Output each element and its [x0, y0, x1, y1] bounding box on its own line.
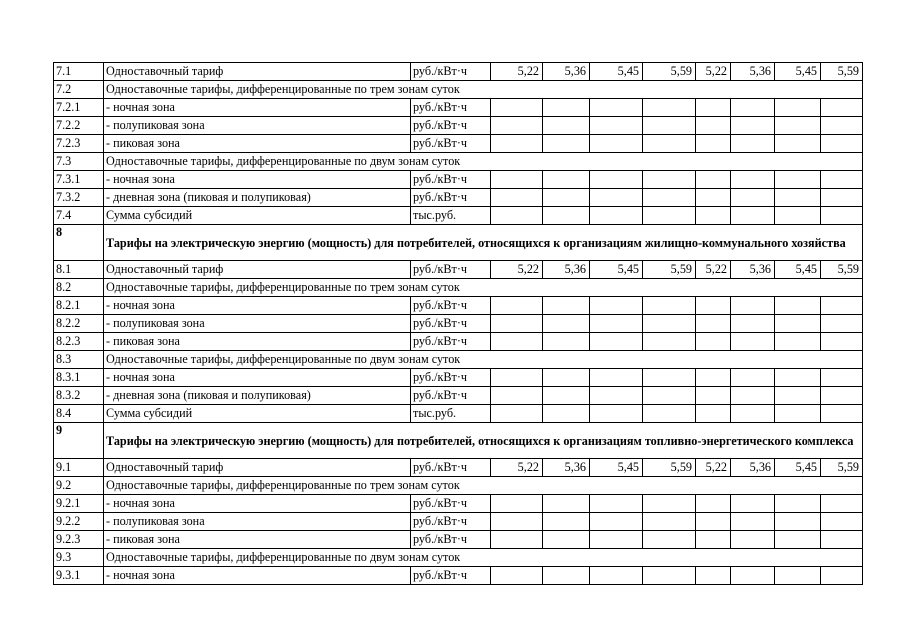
- value-cell: 5,22: [491, 459, 543, 477]
- row-description: - полупиковая зона: [104, 117, 411, 135]
- row-unit: руб./кВт·ч: [411, 117, 491, 135]
- value-cell: [821, 189, 863, 207]
- value-cell: [821, 513, 863, 531]
- value-cell: [643, 135, 696, 153]
- value-cell: [590, 135, 643, 153]
- row-unit: тыс.руб.: [411, 207, 491, 225]
- row-number: 7.4: [54, 207, 104, 225]
- value-cell: [590, 99, 643, 117]
- row-number: 9.3.1: [54, 567, 104, 585]
- value-cell: [590, 513, 643, 531]
- value-cell: [643, 369, 696, 387]
- value-cell: [590, 567, 643, 585]
- table-row: [54, 369, 863, 387]
- value-cell: [821, 135, 863, 153]
- value-cell: [543, 513, 590, 531]
- value-cell: [696, 171, 731, 189]
- value-cell: [821, 495, 863, 513]
- row-unit: руб./кВт·ч: [411, 531, 491, 549]
- value-cell: [491, 99, 543, 117]
- table-row: [54, 513, 863, 531]
- value-cell: [696, 567, 731, 585]
- table-row: [54, 387, 863, 405]
- row-description: Одноставочный тариф: [104, 261, 411, 279]
- row-description: - ночная зона: [104, 171, 411, 189]
- row-description: - ночная зона: [104, 99, 411, 117]
- row-number: 8.2.3: [54, 333, 104, 351]
- value-cell: 5,59: [821, 63, 863, 81]
- value-cell: [590, 531, 643, 549]
- value-cell: [731, 189, 775, 207]
- table-row: [54, 153, 863, 171]
- row-description: - ночная зона: [104, 369, 411, 387]
- table-row: [54, 99, 863, 117]
- row-unit: руб./кВт·ч: [411, 513, 491, 531]
- row-description: Одноставочные тарифы, дифференцированные по двум зонам суток: [104, 153, 863, 171]
- value-cell: [775, 297, 821, 315]
- value-cell: [731, 333, 775, 351]
- value-cell: 5,36: [543, 459, 590, 477]
- value-cell: [821, 369, 863, 387]
- value-cell: [731, 369, 775, 387]
- row-description: - ночная зона: [104, 297, 411, 315]
- value-cell: [775, 387, 821, 405]
- value-cell: [590, 369, 643, 387]
- row-number: 8.2.1: [54, 297, 104, 315]
- row-unit: руб./кВт·ч: [411, 495, 491, 513]
- table-row: [54, 495, 863, 513]
- value-cell: [491, 297, 543, 315]
- value-cell: [643, 117, 696, 135]
- value-cell: 5,36: [731, 63, 775, 81]
- value-cell: [821, 297, 863, 315]
- value-cell: [775, 207, 821, 225]
- row-number: 7.2.1: [54, 99, 104, 117]
- value-cell: [696, 189, 731, 207]
- table-row: [54, 189, 863, 207]
- value-cell: [775, 99, 821, 117]
- row-description: - дневная зона (пиковая и полупиковая): [104, 189, 411, 207]
- value-cell: [643, 405, 696, 423]
- value-cell: [731, 405, 775, 423]
- value-cell: [696, 315, 731, 333]
- value-cell: 5,36: [543, 63, 590, 81]
- value-cell: 5,45: [590, 261, 643, 279]
- row-description: Одноставочный тариф: [104, 459, 411, 477]
- row-description: - ночная зона: [104, 567, 411, 585]
- value-cell: [491, 369, 543, 387]
- value-cell: [643, 333, 696, 351]
- value-cell: [775, 567, 821, 585]
- row-number: 9: [54, 423, 104, 459]
- value-cell: [643, 315, 696, 333]
- value-cell: [731, 567, 775, 585]
- row-description: - полупиковая зона: [104, 513, 411, 531]
- row-number: 8.4: [54, 405, 104, 423]
- value-cell: 5,45: [775, 261, 821, 279]
- value-cell: [696, 135, 731, 153]
- value-cell: [731, 207, 775, 225]
- value-cell: [775, 531, 821, 549]
- row-number: 8.2: [54, 279, 104, 297]
- value-cell: 5,22: [491, 261, 543, 279]
- tariff-table: [53, 62, 863, 585]
- value-cell: [821, 405, 863, 423]
- value-cell: [491, 513, 543, 531]
- value-cell: [775, 315, 821, 333]
- value-cell: [821, 171, 863, 189]
- value-cell: 5,59: [821, 261, 863, 279]
- row-number: 7.3.1: [54, 171, 104, 189]
- row-description: Одноставочные тарифы, дифференцированные по трем зонам суток: [104, 279, 863, 297]
- table-row: [54, 63, 863, 81]
- value-cell: [543, 117, 590, 135]
- value-cell: [696, 531, 731, 549]
- row-number: 7.1: [54, 63, 104, 81]
- row-unit: руб./кВт·ч: [411, 261, 491, 279]
- row-unit: руб./кВт·ч: [411, 387, 491, 405]
- value-cell: [590, 495, 643, 513]
- table-row: [54, 117, 863, 135]
- row-description: - пиковая зона: [104, 135, 411, 153]
- value-cell: [731, 495, 775, 513]
- value-cell: 5,45: [590, 459, 643, 477]
- value-cell: [491, 207, 543, 225]
- value-cell: [590, 207, 643, 225]
- value-cell: [696, 99, 731, 117]
- row-unit: руб./кВт·ч: [411, 369, 491, 387]
- value-cell: 5,59: [643, 261, 696, 279]
- row-description: Сумма субсидий: [104, 405, 411, 423]
- row-number: 9.2.1: [54, 495, 104, 513]
- row-description: Одноставочные тарифы, дифференцированные по двум зонам суток: [104, 351, 863, 369]
- row-unit: руб./кВт·ч: [411, 297, 491, 315]
- value-cell: [696, 297, 731, 315]
- value-cell: 5,22: [696, 261, 731, 279]
- value-cell: 5,59: [643, 459, 696, 477]
- row-unit: руб./кВт·ч: [411, 135, 491, 153]
- value-cell: [775, 117, 821, 135]
- table-row: [54, 423, 863, 459]
- row-unit: тыс.руб.: [411, 405, 491, 423]
- table-row: [54, 477, 863, 495]
- table-row: [54, 315, 863, 333]
- value-cell: [775, 135, 821, 153]
- value-cell: [731, 297, 775, 315]
- value-cell: [821, 117, 863, 135]
- value-cell: [775, 369, 821, 387]
- value-cell: [643, 99, 696, 117]
- row-unit: руб./кВт·ч: [411, 63, 491, 81]
- table-row: [54, 549, 863, 567]
- value-cell: [543, 531, 590, 549]
- row-number: 8.2.2: [54, 315, 104, 333]
- value-cell: [821, 531, 863, 549]
- table-row: [54, 279, 863, 297]
- value-cell: [643, 207, 696, 225]
- value-cell: [696, 207, 731, 225]
- value-cell: 5,45: [775, 459, 821, 477]
- value-cell: [491, 333, 543, 351]
- value-cell: [731, 315, 775, 333]
- row-description: Одноставочные тарифы, дифференцированные по трем зонам суток: [104, 81, 863, 99]
- row-number: 7.2: [54, 81, 104, 99]
- row-number: 9.2: [54, 477, 104, 495]
- value-cell: [821, 99, 863, 117]
- value-cell: [696, 387, 731, 405]
- value-cell: [696, 405, 731, 423]
- row-description: - полупиковая зона: [104, 315, 411, 333]
- row-unit: руб./кВт·ч: [411, 171, 491, 189]
- value-cell: [491, 405, 543, 423]
- value-cell: [731, 387, 775, 405]
- value-cell: [543, 189, 590, 207]
- row-description: - пиковая зона: [104, 333, 411, 351]
- row-number: 7.3.2: [54, 189, 104, 207]
- value-cell: [775, 495, 821, 513]
- table-body: [54, 63, 863, 585]
- value-cell: [491, 171, 543, 189]
- value-cell: [543, 333, 590, 351]
- row-unit: руб./кВт·ч: [411, 315, 491, 333]
- value-cell: 5,59: [821, 459, 863, 477]
- row-description: - пиковая зона: [104, 531, 411, 549]
- row-number: 9.1: [54, 459, 104, 477]
- row-number: 8.1: [54, 261, 104, 279]
- value-cell: [590, 189, 643, 207]
- value-cell: [821, 315, 863, 333]
- value-cell: [775, 333, 821, 351]
- value-cell: [775, 405, 821, 423]
- row-description: - дневная зона (пиковая и полупиковая): [104, 387, 411, 405]
- value-cell: [731, 117, 775, 135]
- value-cell: 5,59: [643, 63, 696, 81]
- row-number: 9.3: [54, 549, 104, 567]
- row-unit: руб./кВт·ч: [411, 333, 491, 351]
- value-cell: [491, 135, 543, 153]
- row-number: 9.2.3: [54, 531, 104, 549]
- value-cell: [821, 333, 863, 351]
- table-row: [54, 351, 863, 369]
- value-cell: [696, 333, 731, 351]
- value-cell: [643, 171, 696, 189]
- table-row: [54, 171, 863, 189]
- value-cell: [821, 387, 863, 405]
- row-unit: руб./кВт·ч: [411, 459, 491, 477]
- table-row: [54, 459, 863, 477]
- section-title: Тарифы на электрическую энергию (мощность) для потребителей, относящихся к организациям топливно-энергетического комплекса: [104, 423, 863, 459]
- row-unit: руб./кВт·ч: [411, 567, 491, 585]
- value-cell: [543, 495, 590, 513]
- value-cell: [731, 99, 775, 117]
- value-cell: [696, 117, 731, 135]
- value-cell: [696, 513, 731, 531]
- value-cell: [775, 513, 821, 531]
- value-cell: [731, 531, 775, 549]
- value-cell: [590, 333, 643, 351]
- value-cell: [643, 567, 696, 585]
- value-cell: [696, 495, 731, 513]
- value-cell: [543, 297, 590, 315]
- value-cell: 5,36: [731, 459, 775, 477]
- row-number: 7.3: [54, 153, 104, 171]
- row-description: Сумма субсидий: [104, 207, 411, 225]
- value-cell: [696, 369, 731, 387]
- value-cell: [643, 189, 696, 207]
- value-cell: [643, 387, 696, 405]
- value-cell: [731, 135, 775, 153]
- value-cell: [491, 189, 543, 207]
- value-cell: [491, 315, 543, 333]
- table-row: [54, 135, 863, 153]
- value-cell: [543, 405, 590, 423]
- value-cell: [543, 135, 590, 153]
- value-cell: [543, 567, 590, 585]
- row-number: 9.2.2: [54, 513, 104, 531]
- row-description: Одноставочный тариф: [104, 63, 411, 81]
- value-cell: [821, 207, 863, 225]
- value-cell: [491, 117, 543, 135]
- value-cell: [731, 171, 775, 189]
- value-cell: [543, 207, 590, 225]
- row-description: Одноставочные тарифы, дифференцированные по двум зонам суток: [104, 549, 863, 567]
- value-cell: [643, 297, 696, 315]
- row-description: Одноставочные тарифы, дифференцированные по трем зонам суток: [104, 477, 863, 495]
- table-row: [54, 261, 863, 279]
- value-cell: [590, 117, 643, 135]
- value-cell: [643, 513, 696, 531]
- value-cell: 5,22: [696, 63, 731, 81]
- value-cell: [491, 531, 543, 549]
- value-cell: [543, 369, 590, 387]
- value-cell: [590, 387, 643, 405]
- value-cell: 5,36: [543, 261, 590, 279]
- table-row: [54, 405, 863, 423]
- value-cell: 5,36: [731, 261, 775, 279]
- value-cell: [590, 171, 643, 189]
- value-cell: [731, 513, 775, 531]
- value-cell: 5,45: [775, 63, 821, 81]
- table-row: [54, 333, 863, 351]
- table-row: [54, 567, 863, 585]
- row-number: 7.2.2: [54, 117, 104, 135]
- table-row: [54, 207, 863, 225]
- row-number: 7.2.3: [54, 135, 104, 153]
- table-row: [54, 225, 863, 261]
- value-cell: [821, 567, 863, 585]
- table-row: [54, 531, 863, 549]
- value-cell: [643, 495, 696, 513]
- row-description: - ночная зона: [104, 495, 411, 513]
- value-cell: 5,22: [491, 63, 543, 81]
- value-cell: [590, 297, 643, 315]
- value-cell: [491, 387, 543, 405]
- value-cell: [590, 405, 643, 423]
- value-cell: [543, 315, 590, 333]
- table-row: [54, 81, 863, 99]
- value-cell: [643, 531, 696, 549]
- value-cell: [775, 189, 821, 207]
- value-cell: [543, 387, 590, 405]
- row-number: 8.3.2: [54, 387, 104, 405]
- row-unit: руб./кВт·ч: [411, 99, 491, 117]
- value-cell: [543, 99, 590, 117]
- row-number: 8: [54, 225, 104, 261]
- table-row: [54, 297, 863, 315]
- row-unit: руб./кВт·ч: [411, 189, 491, 207]
- value-cell: [775, 171, 821, 189]
- row-number: 8.3.1: [54, 369, 104, 387]
- row-number: 8.3: [54, 351, 104, 369]
- value-cell: 5,45: [590, 63, 643, 81]
- value-cell: [590, 315, 643, 333]
- value-cell: 5,22: [696, 459, 731, 477]
- value-cell: [491, 567, 543, 585]
- section-title: Тарифы на электрическую энергию (мощность) для потребителей, относящихся к организациям жилищно-коммунального хозяйства: [104, 225, 863, 261]
- value-cell: [491, 495, 543, 513]
- value-cell: [543, 171, 590, 189]
